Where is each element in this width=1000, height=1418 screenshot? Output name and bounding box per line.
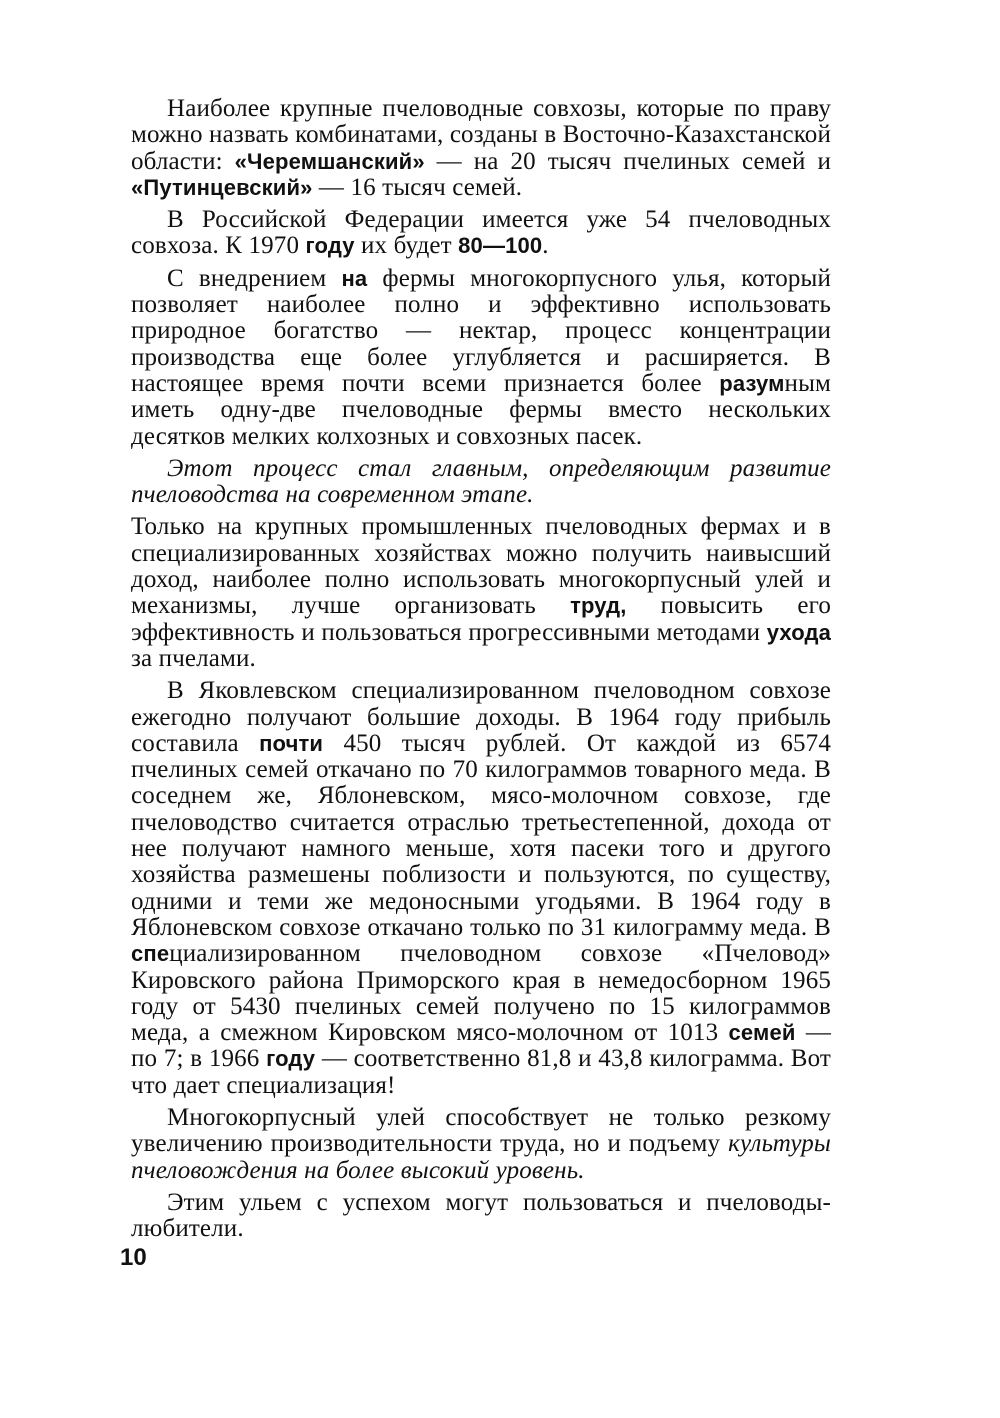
- text-run: их будет: [354, 232, 459, 260]
- paragraph-5: [131, 514, 831, 672]
- text-run: Только на крупных промышленных пчеловодных фермах и в специализированных хозяйствах можно получить наивысший доход, наиболее полно использовать многокорпусный улей и механизмы, лучше организовать: [131, 513, 831, 620]
- bold-run: году: [305, 233, 355, 259]
- bold-run: «Путинцевский»: [131, 174, 313, 200]
- paragraph-4-italic: Этот процесс стал главным, определяющим развитие пчеловодства на современном этапе.: [131, 454, 831, 509]
- page-number: 10: [120, 1244, 147, 1271]
- text-run: — по 7; в 1966: [131, 1019, 831, 1073]
- bold-run: спе: [131, 941, 170, 967]
- bold-run: на: [341, 265, 368, 291]
- paragraph-8: Этим ульем с успехом могут пользоваться и пчеловоды-любители.: [131, 1188, 831, 1243]
- bold-run: 80—100: [458, 233, 543, 259]
- bold-run: семей: [728, 1020, 796, 1046]
- text-run: — на 20 тысяч пчелиных семей и: [424, 147, 831, 175]
- bold-run: ухода: [766, 619, 831, 645]
- bold-run: разум: [719, 370, 785, 396]
- text-run: .: [542, 232, 549, 260]
- text-run: Многокорпусный улей способствует не только резкому увеличению производительности труда, но и подъему: [131, 1103, 831, 1158]
- text-run: Наиболее крупные пчеловодные совхозы, которые по праву можно назвать комбинатами, созданы в Восточно-Казахстанской области:: [131, 95, 831, 175]
- text-run: — соответственно 81,8 и 43,8 килограмма. Вот что дает специализация!: [131, 1045, 831, 1099]
- body-text: [131, 96, 831, 1248]
- bold-run: «Черемшанский»: [234, 148, 425, 174]
- paragraph-3: [131, 266, 831, 450]
- text-run: повысить его эффективность и пользоваться прогрессивными методами: [131, 592, 832, 646]
- text-run: В Яковлевском специализированном пчеловодном совхозе ежегодно получают большие доходы. В 1964 году прибыль составила: [131, 677, 831, 757]
- text-run: 450 тысяч рублей. От каждой из 6574 пчелиных семей откачано по 70 килограммов товарного меда. В соседнем же, Яблоневском, мясо-молочном совхозе, где пчеловодство считается отраслью третьестепенной, дохода от нее получают намного меньше, хотя пасеки того и другого хозяйства размешены поблизости и пользуются, по существу, одними и теми же медоносными угодьями. В 1964 году в Яблоневском совхозе откачано только по 31 килограмму меда. В: [131, 729, 831, 941]
- text-run: за пчелами.: [131, 644, 256, 672]
- paragraph-7: [131, 1105, 831, 1184]
- text-run: В Российской Федерации имеется уже 54 пчеловодных совхоза. К 1970: [131, 206, 831, 260]
- text-run: С внедрением: [167, 264, 342, 292]
- bold-run: году: [266, 1046, 316, 1072]
- text-run: ным иметь одну-две пчеловодные фермы вместо нескольких десятков мелких колхозных и совхозных пасек.: [131, 369, 831, 450]
- text-run: фермы многокорпусного улья, который позволяет наиболее полно и эффективно использовать природное богатство — нектар, процесс концентрации производства еще более углубляется и расширяется. В настоящее время почти всеми признается более: [131, 264, 831, 397]
- italic-run: культуры пчеловождения на более высокий уровень.: [131, 1130, 831, 1184]
- text-run: — 16 тысяч семей.: [312, 173, 523, 201]
- paragraph-2: [131, 207, 831, 260]
- paragraph-1: [131, 96, 831, 201]
- text-run: циализированном пчеловодном совхозе «Пчеловод» Кировского района Приморского края в немедосборном 1965 году от 5430 пчелиных семей получено по 15 килограммов меда, а смежном Кировском мясо-молочном от 1013: [131, 940, 831, 1047]
- bold-run: почти: [259, 730, 324, 756]
- paragraph-6: [131, 678, 831, 1099]
- bold-run: труд,: [570, 593, 627, 619]
